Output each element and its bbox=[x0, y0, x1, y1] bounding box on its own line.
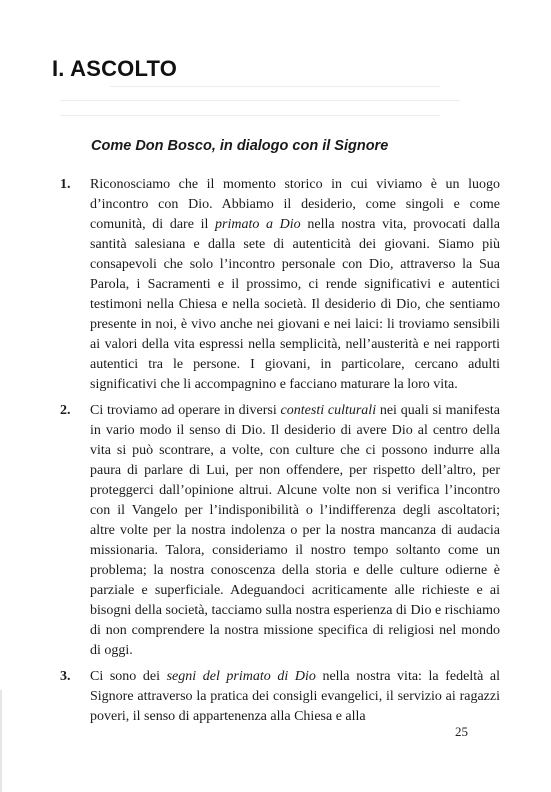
paragraph-text: Ci troviamo ad operare in diversi bbox=[90, 403, 281, 418]
list-item bbox=[60, 175, 500, 395]
list-item bbox=[60, 667, 500, 727]
emphasis-text: segni del primato di Dio bbox=[166, 669, 316, 684]
item-paragraph bbox=[90, 175, 500, 395]
list-item bbox=[60, 401, 500, 661]
page-number: 25 bbox=[455, 724, 468, 739]
item-number: 1. bbox=[60, 177, 71, 192]
item-number: 2. bbox=[60, 403, 71, 418]
show-through-line bbox=[60, 100, 460, 101]
paragraph-text: Riconosciamo che il momento storico in cui viviamo è un luogo d’incontro con Dio. Abbiamo il desiderio, come singoli e come comunità, di dare il bbox=[90, 177, 500, 232]
paragraph-text: nella nostra vita, provocati dalla santità salesiana e dalla sete di autenticità dei giovani. Siamo più consapevoli che solo l’incontro personale con Dio, attraverso la Sua Parola, i Sacramenti e il prossimo, ci rende significativi e autentici testimoni nella Chiesa e nella società. Il desiderio di Dio, che sentiamo presente in noi, è vivo anche nei giovani e nei laici: li troviamo sensibili ai valori della vita espressi nella semplicità, nell’austerità e nei rapporti autentici tra le persone. I giovani, in particolare, cercano adulti significativi che li accompagnino e facciano maturare la loro vita. bbox=[90, 217, 500, 392]
item-number: 3. bbox=[60, 669, 71, 684]
scan-edge bbox=[0, 690, 2, 792]
paragraph-text: nei quali si manifesta in vario modo il senso di Dio. Il desiderio di avere Dio al centro della vita si può scontrare, a volte, con culture che ci possono indurre alla paura di parlare di Lui, per non offendere, per rispetto dell’altro, per proteggerci dall’opinione altrui. Alcune volte non si verifica l’incontro con il Vangelo per l’indisponibilità o l’indifferenza degli ascoltatori; altre volte per la nostra indolenza o per la nostra mancanza di audacia missionaria. Talora, consideriamo il nostro tempo soltanto come un problema; la nostra conoscenza della storia e delle culture odierne è parziale e superficiale. Adeguandoci acriticamente alle richieste e ai bisogni della società, tacciamo sulla nostra esperienza di Dio e rischiamo di non comprendere la nostra missione specifica di religiosi nel mondo di oggi. bbox=[90, 403, 500, 658]
chapter-title: I. ASCOLTO bbox=[52, 56, 178, 81]
emphasis-text: primato a Dio bbox=[215, 217, 301, 232]
item-paragraph bbox=[90, 401, 500, 661]
show-through-line bbox=[110, 86, 440, 87]
paragraph-text: Ci sono dei bbox=[90, 669, 167, 684]
emphasis-text: contesti culturali bbox=[280, 403, 377, 418]
item-paragraph bbox=[90, 667, 500, 727]
show-through-line bbox=[60, 115, 440, 116]
numbered-list bbox=[60, 175, 500, 733]
section-title: Come Don Bosco, in dialogo con il Signore bbox=[91, 138, 389, 154]
paragraph-text: nella nostra vita: la fedeltà al Signore attraverso la pratica dei consigli evangelici, il servizio ai ragazzi poveri, il senso di appartenenza alla Chiesa e alla bbox=[90, 669, 501, 724]
